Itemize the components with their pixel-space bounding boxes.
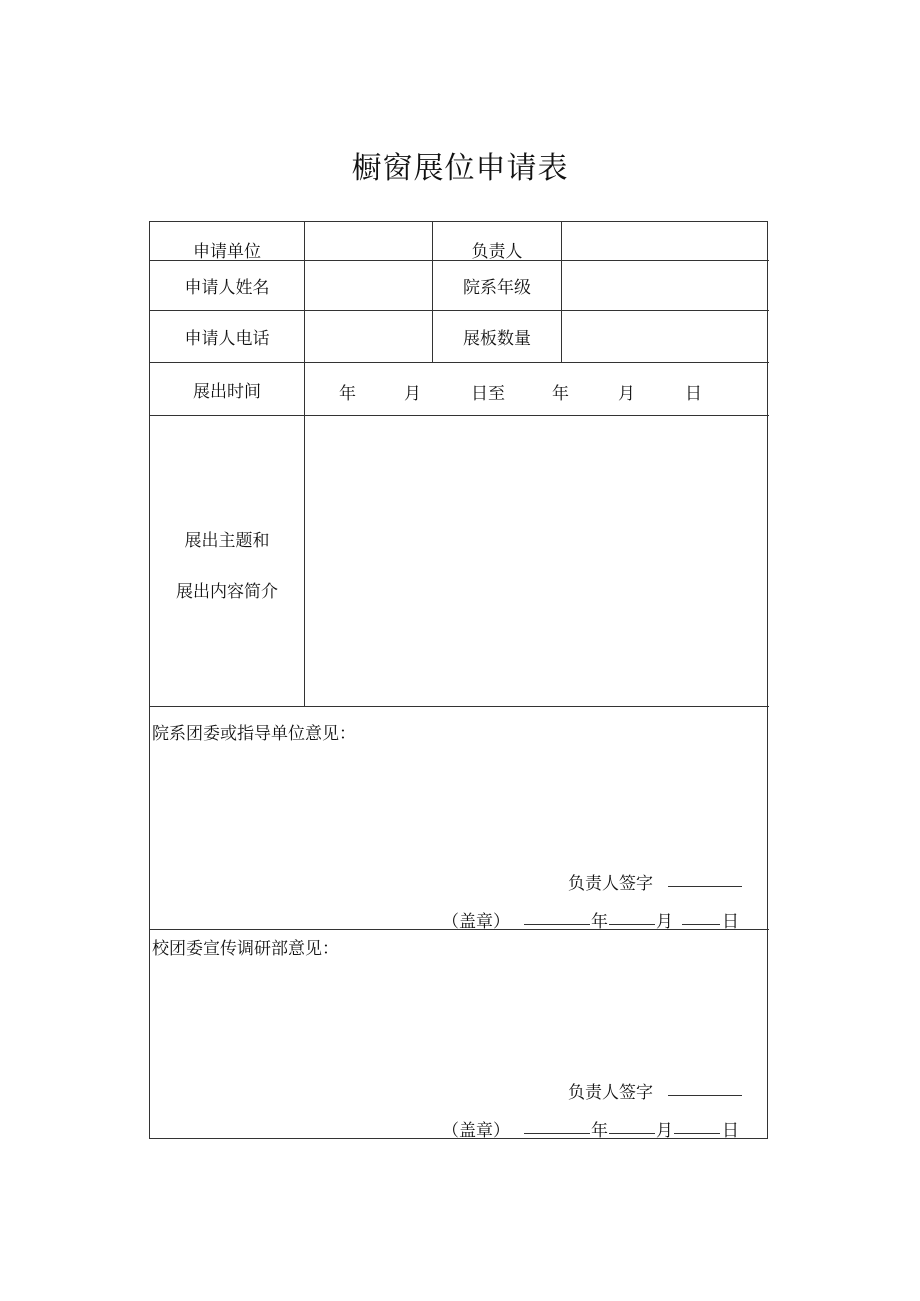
dept-seal-label: （盖章） <box>442 912 510 932</box>
school-month-line[interactable] <box>609 1116 655 1134</box>
end-month-unit: 月 <box>618 384 635 404</box>
end-year-unit: 年 <box>552 384 569 404</box>
application-form <box>149 221 768 1139</box>
applicant-unit-field[interactable] <box>305 222 432 260</box>
dept-opinion-heading: 院系团委或指导单位意见： <box>152 724 356 744</box>
board-count-label: 展板数量 <box>463 329 531 349</box>
content-label-line2: 展出内容简介 <box>176 582 278 602</box>
exhibit-time-field[interactable] <box>305 363 768 415</box>
applicant-unit-label: 申请单位 <box>193 241 261 262</box>
dept-year-line[interactable] <box>524 907 590 925</box>
dept-opinion-section[interactable] <box>150 707 768 932</box>
person-in-charge-field[interactable] <box>562 222 768 260</box>
school-month-unit: 月 <box>656 1121 673 1141</box>
school-opinion-section[interactable] <box>150 930 768 1139</box>
school-day-line[interactable] <box>674 1116 720 1134</box>
start-year-unit: 年 <box>339 384 356 404</box>
applicant-name-field[interactable] <box>305 261 432 310</box>
dept-day-unit: 日 <box>722 912 739 932</box>
dept-signature-line[interactable] <box>668 869 742 887</box>
school-seal-label: （盖章） <box>442 1121 510 1141</box>
end-day-unit: 日 <box>685 384 702 404</box>
dept-month-unit: 月 <box>656 912 673 932</box>
school-signature-label: 负责人签字 <box>568 1083 653 1103</box>
board-count-field[interactable] <box>562 311 768 362</box>
content-label <box>150 416 304 706</box>
start-month-unit: 月 <box>404 384 421 404</box>
school-day-unit: 日 <box>722 1121 739 1141</box>
applicant-phone-label: 申请人电话 <box>184 329 270 349</box>
dept-day-line[interactable] <box>682 907 720 925</box>
applicant-name-label: 申请人姓名 <box>184 278 270 298</box>
school-year-line[interactable] <box>524 1116 590 1134</box>
applicant-phone-field[interactable] <box>305 311 432 362</box>
person-in-charge-label: 负责人 <box>471 241 523 262</box>
content-label-line1: 展出主题和 <box>184 531 270 551</box>
school-signature-line[interactable] <box>668 1078 742 1096</box>
school-opinion-heading: 校团委宣传调研部意见： <box>152 939 339 959</box>
dept-signature-label: 负责人签字 <box>568 874 653 894</box>
dept-month-line[interactable] <box>609 907 655 925</box>
dept-year-unit: 年 <box>591 912 608 932</box>
department-grade-label: 院系年级 <box>463 278 531 298</box>
content-field[interactable] <box>305 416 768 706</box>
exhibit-time-label: 展出时间 <box>193 381 261 402</box>
start-day-to: 日至 <box>471 384 505 404</box>
school-year-unit: 年 <box>591 1121 608 1141</box>
page-title: 橱窗展位申请表 <box>351 151 569 186</box>
department-grade-field[interactable] <box>562 261 768 310</box>
